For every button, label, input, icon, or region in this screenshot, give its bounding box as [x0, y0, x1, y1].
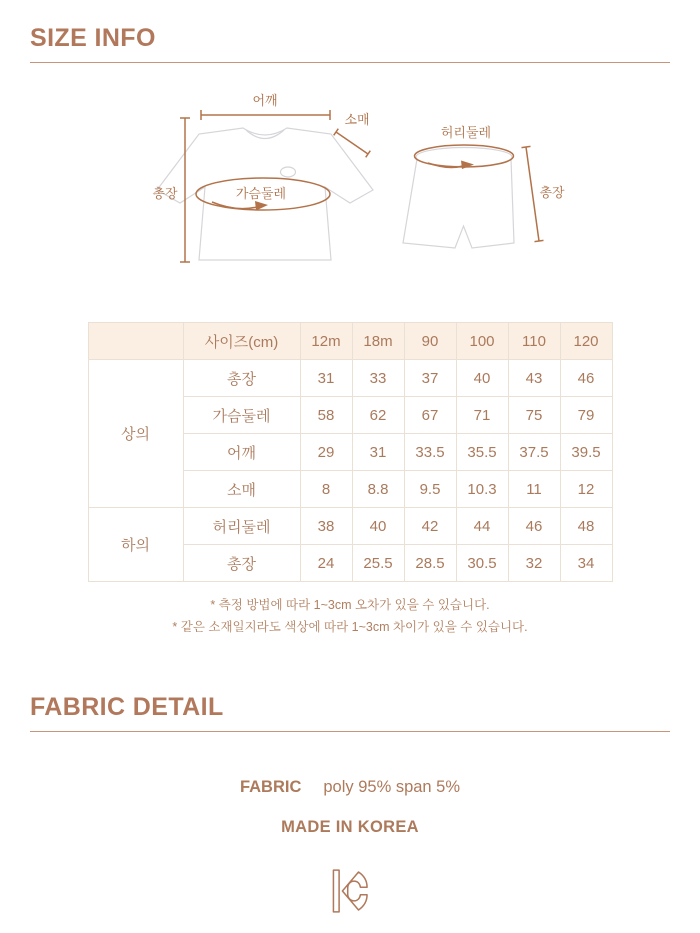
table-corner-cell [88, 323, 183, 360]
table-cell: 62 [352, 397, 404, 434]
table-cell: 12 [560, 471, 612, 508]
table-cell: 34 [560, 545, 612, 582]
table-cell: 40 [456, 360, 508, 397]
column-header: 사이즈(cm) [183, 323, 300, 360]
table-cell: 42 [404, 508, 456, 545]
column-header: 12m [300, 323, 352, 360]
table-cell: 29 [300, 434, 352, 471]
table-cell: 31 [352, 434, 404, 471]
table-cell: 39.5 [560, 434, 612, 471]
fabric-value: poly 95% span 5% [323, 778, 461, 796]
row-label: 총장 [183, 545, 300, 582]
table-cell: 9.5 [404, 471, 456, 508]
table-cell: 79 [560, 397, 612, 434]
table-cell: 46 [508, 508, 560, 545]
group-cell-top: 상의 [88, 360, 183, 508]
table-cell: 10.3 [456, 471, 508, 508]
column-header: 18m [352, 323, 404, 360]
top-length-measure-label: 총장 [152, 186, 178, 201]
table-cell: 37 [404, 360, 456, 397]
sleeve-measure-label: 소매 [344, 112, 370, 127]
fabric-detail-title: FABRIC DETAIL [30, 693, 224, 721]
column-header: 100 [456, 323, 508, 360]
column-header: 90 [404, 323, 456, 360]
table-cell: 31 [300, 360, 352, 397]
table-cell: 28.5 [404, 545, 456, 582]
made-in-korea-text: MADE IN KOREA [281, 818, 419, 836]
shoulder-measure-label: 어깨 [252, 93, 278, 108]
table-cell: 44 [456, 508, 508, 545]
column-header: 120 [560, 323, 612, 360]
fabric-label: FABRIC [239, 778, 302, 796]
measurement-notes [0, 594, 700, 638]
table-cell: 25.5 [352, 545, 404, 582]
table-cell: 8 [300, 471, 352, 508]
table-cell: 43 [508, 360, 560, 397]
kc-certification-icon [332, 867, 368, 915]
table-cell: 33.5 [404, 434, 456, 471]
fabric-detail-section-heading [30, 693, 670, 732]
size-table [88, 322, 613, 582]
waist-measure-label: 허리둘레 [440, 125, 492, 140]
shorts-outline-drawing [403, 148, 514, 249]
row-label: 가슴둘레 [183, 397, 300, 434]
table-cell: 71 [456, 397, 508, 434]
shorts-measure-lines [415, 145, 544, 242]
size-info-section-heading [30, 24, 670, 63]
group-cell-bottom: 하의 [88, 508, 183, 582]
chest-arrowhead [255, 201, 268, 211]
size-info-title: SIZE INFO [30, 24, 156, 52]
chest-measure-label: 가슴둘레 [235, 186, 287, 201]
table-cell: 46 [560, 360, 612, 397]
table-cell: 40 [352, 508, 404, 545]
table-cell: 32 [508, 545, 560, 582]
kc-mark-container [0, 867, 700, 915]
table-cell: 48 [560, 508, 612, 545]
table-cell: 58 [300, 397, 352, 434]
note-line: * 같은 소재일지라도 색상에 따라 1~3cm 차이가 있을 수 있습니다. [172, 620, 528, 634]
table-cell: 30.5 [456, 545, 508, 582]
table-cell: 67 [404, 397, 456, 434]
table-cell: 35.5 [456, 434, 508, 471]
table-cell: 8.8 [352, 471, 404, 508]
fabric-composition-line [0, 778, 700, 797]
bottom-length-measure-label: 총장 [539, 185, 565, 200]
table-row [88, 360, 612, 397]
note-line: * 측정 방법에 따라 1~3cm 오차가 있을 수 있습니다. [210, 598, 490, 612]
row-label: 어깨 [183, 434, 300, 471]
size-table-header-row [88, 323, 612, 360]
table-cell: 38 [300, 508, 352, 545]
size-measurement-diagram [0, 90, 700, 290]
table-cell: 24 [300, 545, 352, 582]
table-cell: 11 [508, 471, 560, 508]
table-cell: 75 [508, 397, 560, 434]
row-label: 허리둘레 [183, 508, 300, 545]
row-label: 소매 [183, 471, 300, 508]
table-cell: 33 [352, 360, 404, 397]
row-label: 총장 [183, 360, 300, 397]
table-row [88, 508, 612, 545]
table-cell: 37.5 [508, 434, 560, 471]
column-header: 110 [508, 323, 560, 360]
